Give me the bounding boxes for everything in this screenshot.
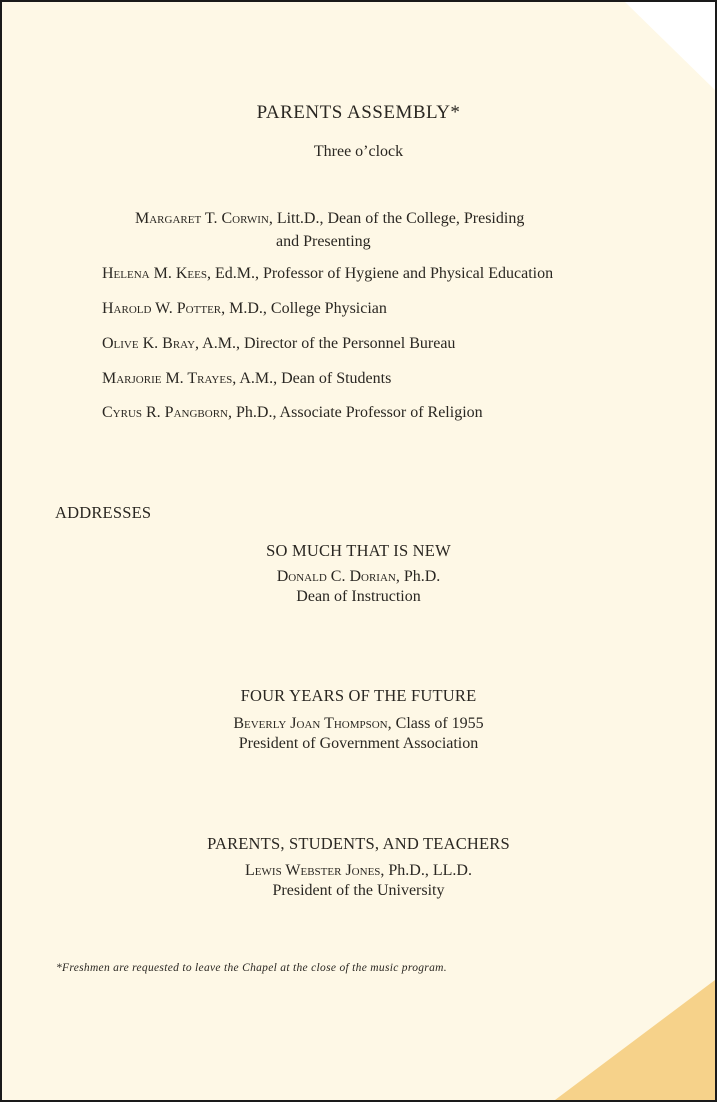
participant-name: Olive K. Bray xyxy=(102,335,196,352)
participant-name: Cyrus R. Pangborn xyxy=(102,404,228,421)
participant-name: Helena M. Kees xyxy=(102,265,207,282)
stained-corner-bottom-right xyxy=(555,980,715,1100)
participant-line xyxy=(102,300,387,318)
speaker-name: Donald C. Dorian xyxy=(276,568,396,585)
participant-title: , A.M., Dean of Students xyxy=(232,370,392,387)
participant-title: , Litt.D., Dean of the College, Presiding xyxy=(268,210,525,227)
address-speaker xyxy=(2,715,715,733)
participant-title: , Ed.M., Professor of Hygiene and Physical Education xyxy=(206,265,554,282)
participant-line xyxy=(102,265,553,283)
address-title: FOUR YEARS OF THE FUTURE xyxy=(240,686,477,705)
speaker-name: Lewis Webster Jones xyxy=(245,862,381,879)
speaker-credentials: , Ph.D. xyxy=(395,568,441,585)
assembly-time: Three o’clock xyxy=(313,143,404,160)
participant-line xyxy=(135,210,524,228)
speaker-credentials: , Class of 1955 xyxy=(387,715,484,732)
participant-line-continued: and Presenting xyxy=(276,233,371,250)
participant-line xyxy=(102,370,391,388)
address-speaker xyxy=(2,862,715,880)
participant-title: , A.M., Director of the Personnel Bureau xyxy=(195,335,456,352)
assembly-title: PARENTS ASSEMBLY* xyxy=(256,102,461,123)
participant-title: , Ph.D., Associate Professor of Religion xyxy=(227,404,483,421)
address-title: SO MUCH THAT IS NEW xyxy=(266,541,451,560)
speaker-role: Dean of Instruction xyxy=(296,588,421,605)
participant-name: Marjorie M. Trayes xyxy=(102,370,233,387)
address-title: PARENTS, STUDENTS, AND TEACHERS xyxy=(207,834,510,853)
torn-corner-top-right xyxy=(625,2,715,90)
participant-line xyxy=(102,335,455,353)
participant-name: Harold W. Potter xyxy=(102,300,222,317)
participant-line xyxy=(102,404,483,422)
addresses-label: ADDRESSES xyxy=(55,503,152,522)
speaker-credentials: , Ph.D., LL.D. xyxy=(380,862,472,879)
participant-name: Margaret T. Corwin xyxy=(135,210,269,227)
participant-title: , M.D., College Physician xyxy=(221,300,387,317)
speaker-role: President of Government Association xyxy=(238,735,479,752)
footnote: *Freshmen are requested to leave the Chapel at the close of the music program. xyxy=(56,962,447,974)
address-speaker xyxy=(2,568,715,586)
speaker-role: President of the University xyxy=(272,882,445,899)
speaker-name: Beverly Joan Thompson xyxy=(233,715,388,732)
